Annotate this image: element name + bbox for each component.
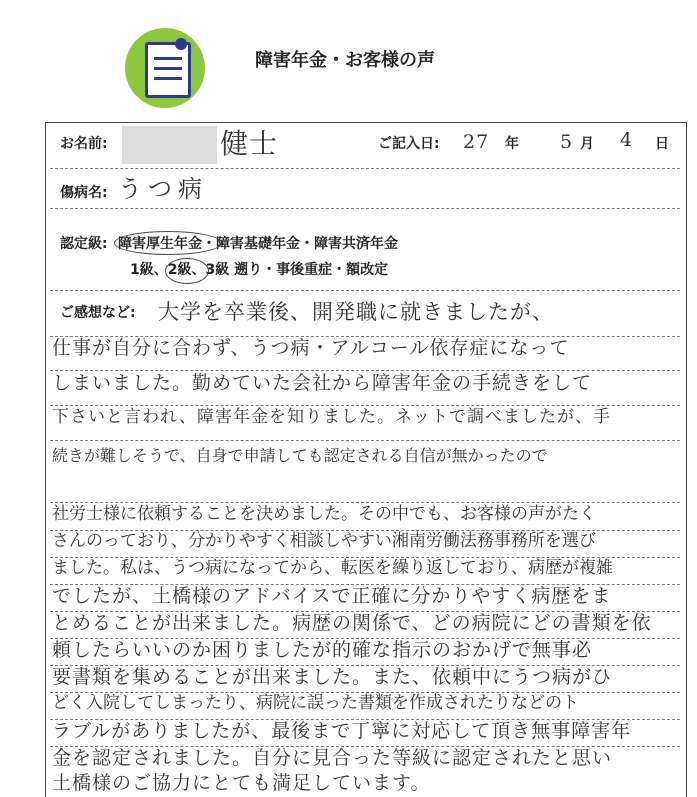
comment-line: 社労士様に依頼することを決めました。その中でも、お客様の声がたく: [52, 504, 596, 524]
grade-options: 1級、2級、3級 遡り・事後重症・額改定: [130, 262, 389, 278]
year-unit: 年: [505, 136, 519, 152]
name-label: お名前:: [60, 136, 108, 152]
pin-icon: [175, 38, 187, 50]
date-label: ご記入日:: [378, 136, 440, 152]
comment-line: 仕事が自分に合わず、うつ病・アルコール依存症になって: [52, 337, 570, 359]
comment-line: 頼したらいいのか困りましたが的確な指示のおかげで無事必: [52, 639, 593, 661]
comment-line: 金を認定されました。自分に見合った等級に認定されたと思い: [52, 747, 613, 769]
day-unit: 日: [655, 136, 669, 152]
pension-types: 障害厚生年金・障害基礎年金・障害共済年金: [118, 236, 398, 252]
comment-line: 要書類を集めることが出来ました。また、依頼中にうつ病がひ: [52, 666, 613, 688]
redacted-surname: [122, 126, 217, 164]
notepad-icon: [125, 28, 205, 108]
comment-line: 下さいと言われ、障害年金を知りました。ネットで調べましたが、手: [52, 407, 612, 427]
comment-line: ました。私は、うつ病になってから、転医を繰り返しており、病歴が複雑: [52, 558, 613, 578]
comment-line: さんのっており、分かりやすく相談しやすい湘南労働法務事務所を選び: [52, 531, 596, 551]
disease-value: うつ病: [118, 175, 208, 203]
selected-pension-circle: [114, 231, 222, 255]
date-month: 5: [560, 131, 574, 153]
page-title: 障害年金・お客様の声: [255, 50, 435, 71]
month-unit: 月: [580, 136, 594, 152]
comment-line: 続きが難しそうで、自身で申請しても認定される自信が無かったので: [52, 446, 548, 465]
comment-line: 土橋様のご協力にとても満足しています。: [52, 772, 431, 794]
comment-line: ラブルがありましたが、最後まで丁寧に対応して頂き無事障害年: [52, 720, 632, 742]
name-value: 健士: [220, 127, 279, 160]
comment-line: しまいました。勤めていた会社から障害年金の手続きをして: [52, 372, 593, 394]
comment-line: 大学を卒業後、開発職に就きましたが、: [158, 300, 554, 324]
comment-line: でしたが、土橋様のアドバイスで正確に分かりやすく病歴をま: [52, 585, 612, 607]
grade-label: 認定級:: [60, 236, 108, 252]
comments-label: ご感想など:: [60, 305, 136, 321]
comment-line: とめることが出来ました。病歴の関係で、どの病院にどの書類を依: [52, 612, 652, 634]
date-day: 4: [620, 129, 634, 151]
comment-line: どく入院してしまったり、病院に誤った書類を作成されたりなどのト: [52, 693, 579, 713]
date-year: 27: [463, 131, 490, 153]
selected-grade-circle: [165, 258, 209, 284]
disease-label: 傷病名:: [60, 185, 108, 201]
